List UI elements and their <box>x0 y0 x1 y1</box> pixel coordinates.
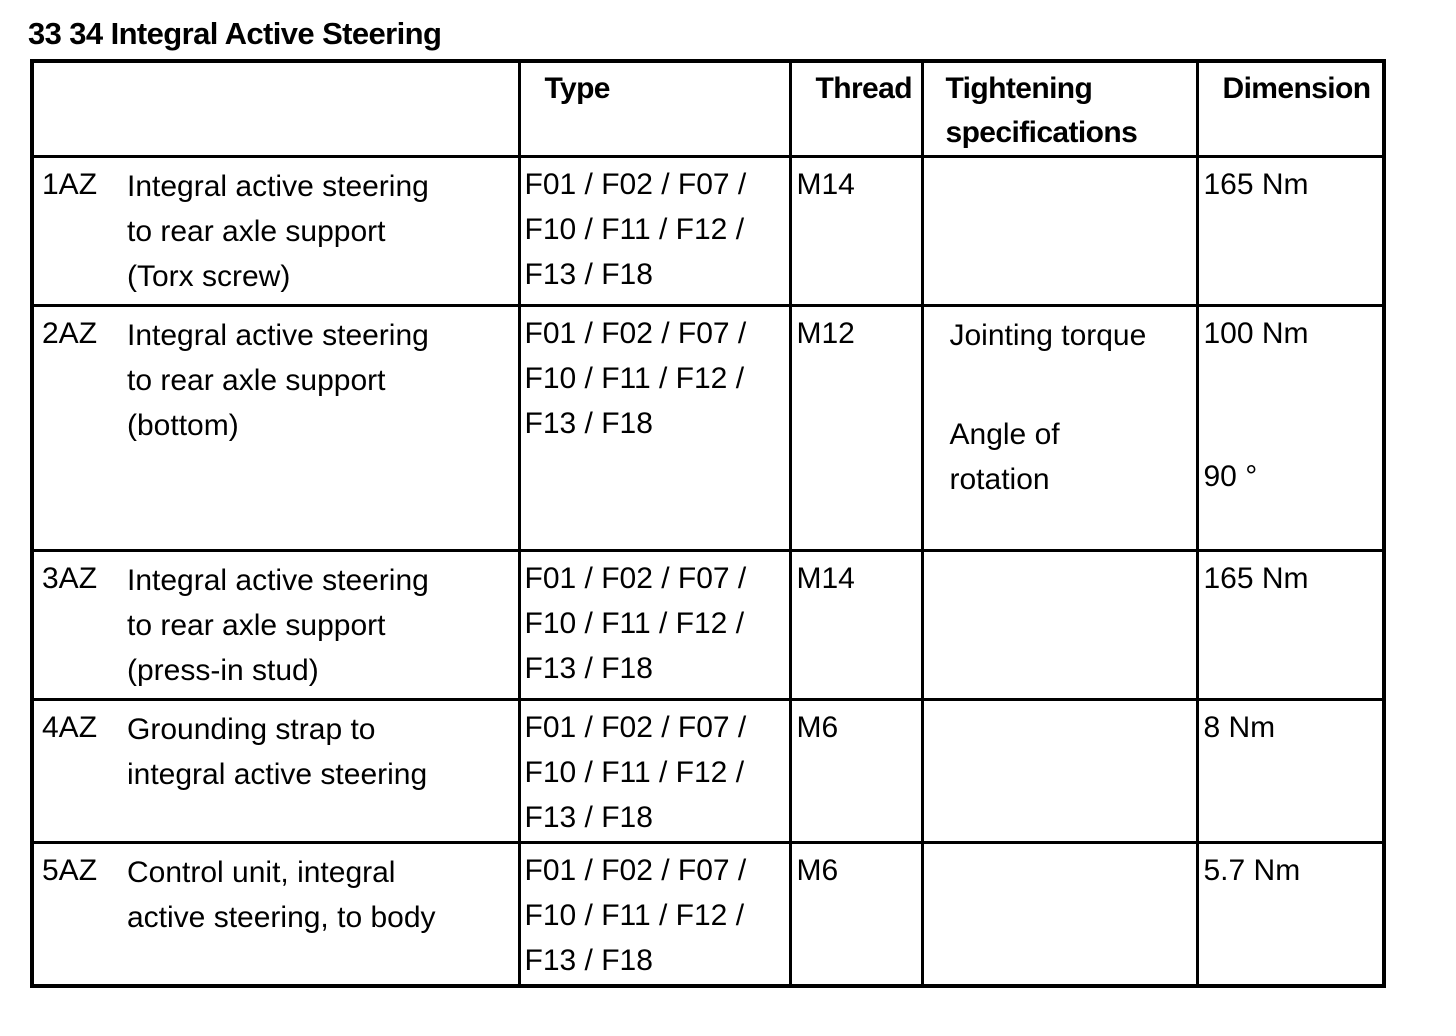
table-row <box>32 551 1384 700</box>
row-type <box>519 843 790 986</box>
spec-angle-line2: rotation <box>949 463 1050 496</box>
row-description-cell <box>32 157 519 306</box>
type-line: F13 / F18 <box>524 652 653 685</box>
row-description <box>34 307 518 448</box>
desc-line: (press-in stud) <box>127 654 319 687</box>
row-type <box>519 306 790 551</box>
desc-line: to rear axle support <box>127 364 386 397</box>
row-type <box>519 551 790 700</box>
type-line: F10 / F11 / F12 / <box>524 213 745 246</box>
type-line: F01 / F02 / F07 / <box>524 711 747 744</box>
row-tightening-spec <box>922 551 1197 700</box>
desc-line: to rear axle support <box>127 609 386 642</box>
header-thread: Thread <box>790 61 922 157</box>
desc-line: Integral active steering <box>127 564 429 597</box>
table-row <box>32 306 1384 551</box>
dimension-torque: 100 Nm <box>1203 317 1309 350</box>
type-line: F01 / F02 / F07 / <box>524 317 747 350</box>
row-code: 4AZ <box>42 711 98 744</box>
desc-line: active steering, to body <box>127 901 436 934</box>
row-description-cell <box>32 843 519 986</box>
spec-spacer <box>950 358 1196 412</box>
row-tightening-spec <box>922 306 1197 551</box>
spec-angle-line1: Angle of <box>949 418 1060 451</box>
row-type <box>519 157 790 306</box>
header-tightening-specifications <box>922 61 1197 157</box>
desc-line: Integral active steering <box>127 319 429 352</box>
row-dimension <box>1197 306 1384 551</box>
desc-line: (bottom) <box>127 409 239 442</box>
desc-line: Integral active steering <box>127 170 429 203</box>
type-line: F13 / F18 <box>524 801 653 834</box>
row-description-cell <box>32 551 519 700</box>
row-thread: M6 <box>790 700 922 843</box>
row-code: 2AZ <box>42 317 98 350</box>
table-header-row <box>32 61 1384 157</box>
header-tightening-line2: specifications <box>945 116 1138 149</box>
table-row <box>32 843 1384 986</box>
row-dimension: 165 Nm <box>1197 157 1384 306</box>
row-dimension: 165 Nm <box>1197 551 1384 700</box>
row-type <box>519 700 790 843</box>
desc-line: Grounding strap to <box>127 713 376 746</box>
dimension-spacer <box>1204 356 1383 454</box>
desc-line: to rear axle support <box>127 215 386 248</box>
row-description-cell <box>32 306 519 551</box>
desc-line: integral active steering <box>127 758 428 791</box>
desc-line: (Torx screw) <box>127 260 291 293</box>
table-row <box>32 700 1384 843</box>
type-line: F01 / F02 / F07 / <box>524 168 747 201</box>
row-thread: M14 <box>790 551 922 700</box>
type-line: F13 / F18 <box>524 407 653 440</box>
row-description <box>34 701 518 797</box>
type-line: F13 / F18 <box>524 944 653 977</box>
row-dimension: 8 Nm <box>1197 700 1384 843</box>
type-line: F10 / F11 / F12 / <box>524 607 745 640</box>
row-tightening-spec <box>922 700 1197 843</box>
row-tightening-spec <box>922 157 1197 306</box>
table-row <box>32 157 1384 306</box>
spec-jointing-torque: Jointing torque <box>949 319 1147 352</box>
torque-spec-table <box>30 59 1386 988</box>
row-code: 1AZ <box>42 168 98 201</box>
row-description <box>34 552 518 693</box>
row-code: 3AZ <box>42 562 98 595</box>
desc-line: Control unit, integral <box>127 856 396 889</box>
row-description <box>34 844 518 940</box>
row-description <box>34 158 518 299</box>
row-code: 5AZ <box>42 854 98 887</box>
header-description <box>32 61 519 157</box>
type-line: F01 / F02 / F07 / <box>524 562 747 595</box>
type-line: F10 / F11 / F12 / <box>524 362 745 395</box>
header-dimension: Dimension <box>1197 61 1384 157</box>
dimension-angle: 90 ° <box>1203 460 1258 493</box>
type-line: F13 / F18 <box>524 258 653 291</box>
row-thread: M14 <box>790 157 922 306</box>
row-tightening-spec <box>922 843 1197 986</box>
type-line: F10 / F11 / F12 / <box>524 756 745 789</box>
header-type: Type <box>519 61 790 157</box>
type-line: F01 / F02 / F07 / <box>524 854 747 887</box>
type-line: F10 / F11 / F12 / <box>524 899 745 932</box>
row-description-cell <box>32 700 519 843</box>
row-dimension: 5.7 Nm <box>1197 843 1384 986</box>
row-thread: M6 <box>790 843 922 986</box>
header-tightening-line1: Tightening <box>945 72 1093 105</box>
page-title: 33 34 Integral Active Steering <box>28 16 442 51</box>
row-thread: M12 <box>790 306 922 551</box>
